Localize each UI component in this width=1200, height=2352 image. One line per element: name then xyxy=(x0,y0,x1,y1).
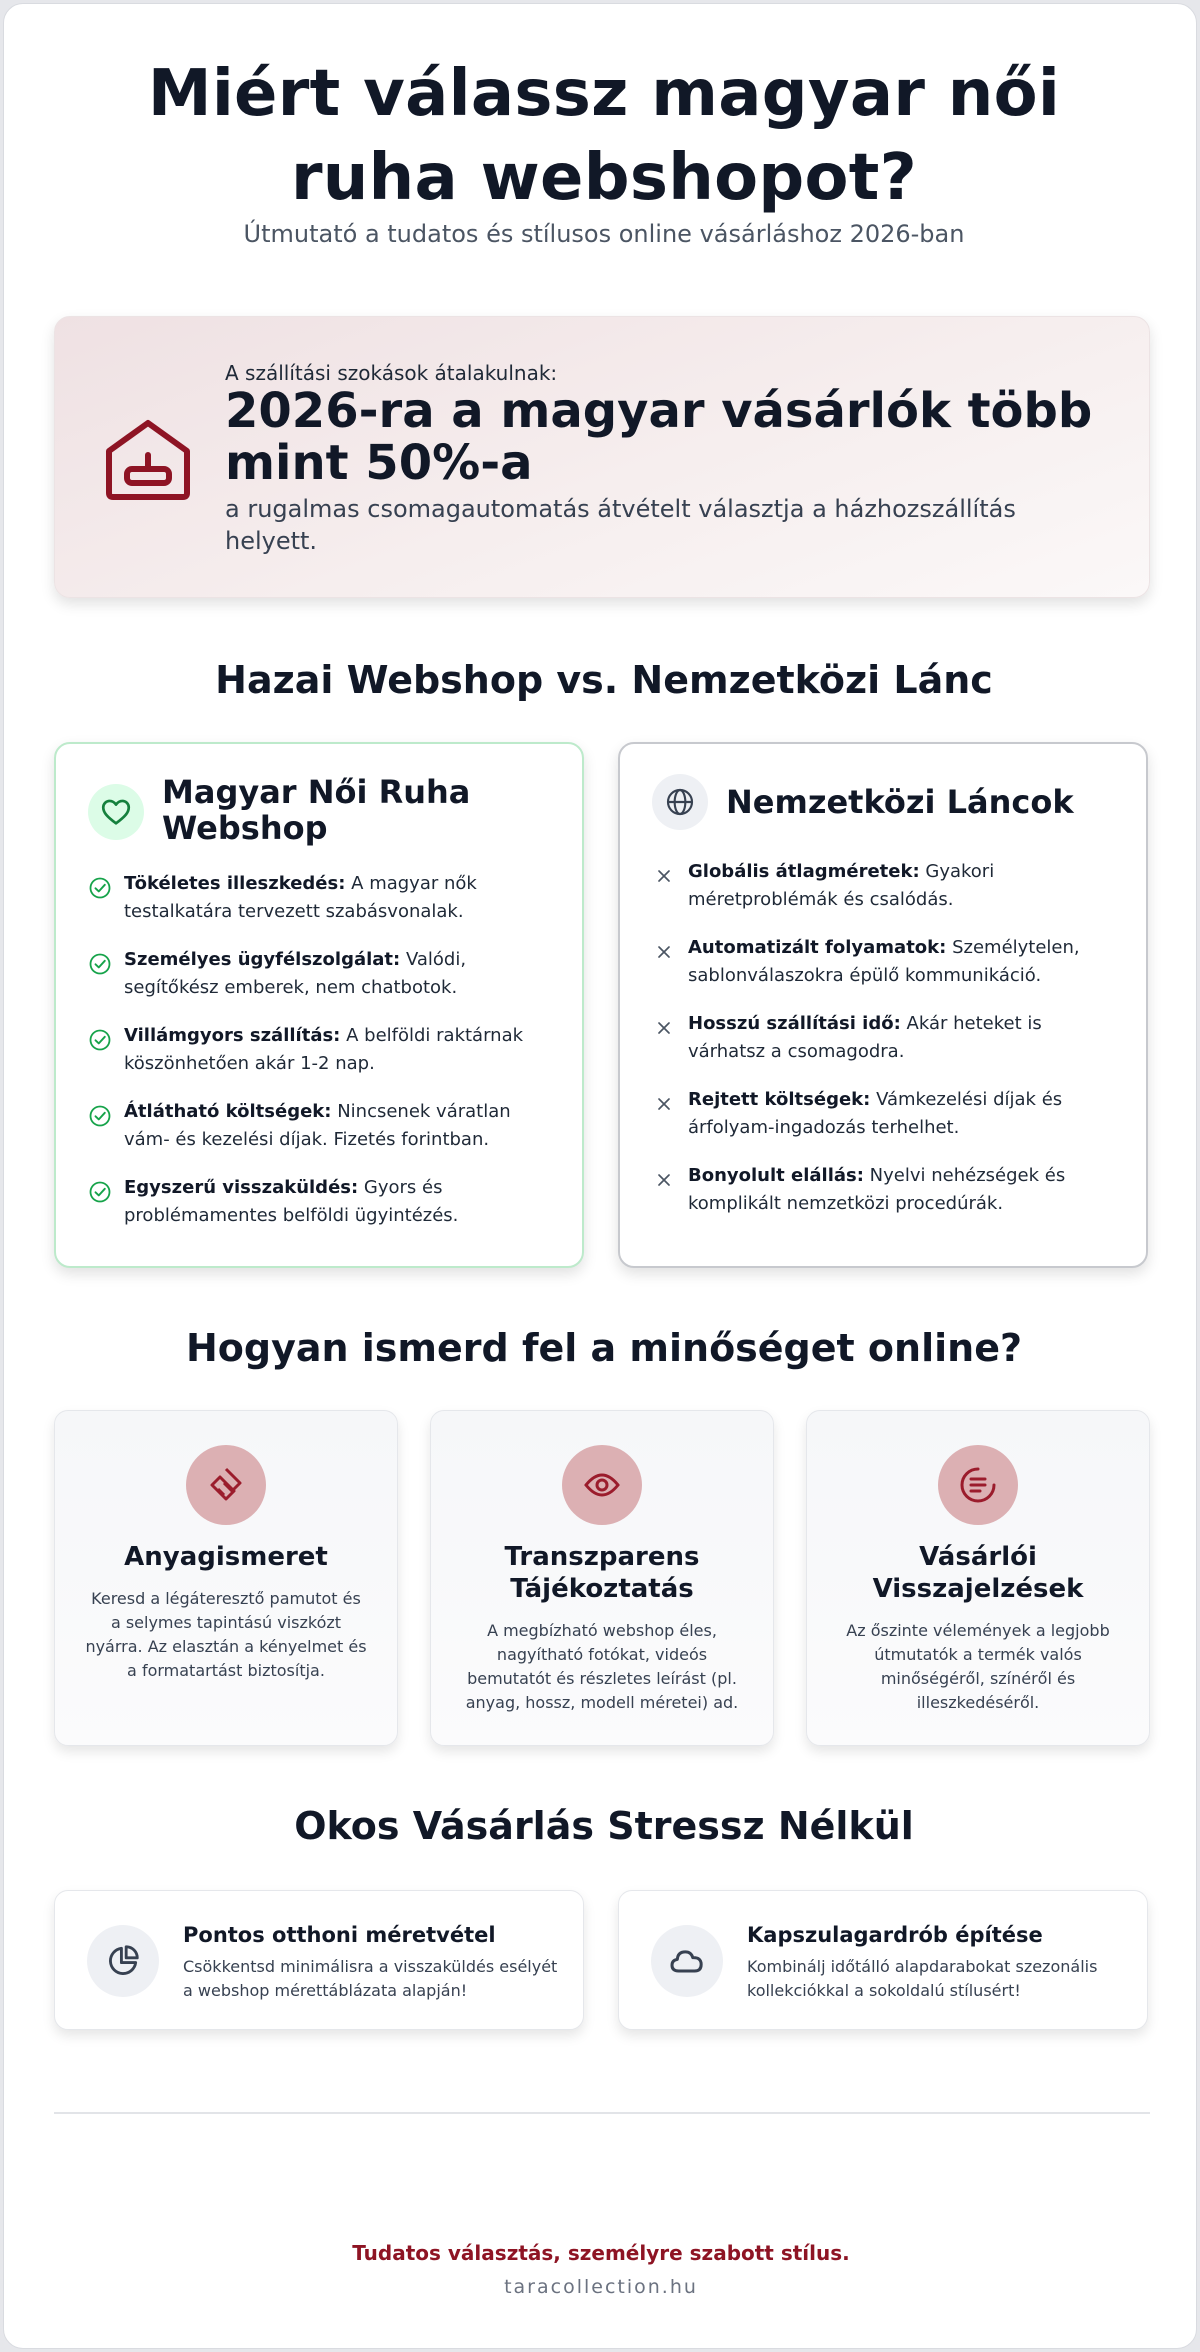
feature-description: Nincsenek váratlan vám- és kezelési díjak. Fizetés forintban. xyxy=(124,1101,511,1150)
feature-description: Valódi, segítőkész emberek, nem chatbotok. xyxy=(124,949,467,998)
x-icon xyxy=(652,940,676,964)
feature-text xyxy=(124,1174,544,1230)
feature-label: Automatizált folyamatok: xyxy=(688,937,947,958)
feature-label: Átlátható költségek: xyxy=(124,1101,332,1122)
check-circle-icon xyxy=(88,952,112,976)
stat-headline: 2026-ra a magyar vásárlók több mint 50%-a xyxy=(225,383,1093,491)
tip-title: Kapszulagardrób építése xyxy=(747,1923,1043,1947)
page-title: Miért válassz magyar női ruha webshopot? xyxy=(147,57,1061,215)
infographic-page xyxy=(3,3,1197,2349)
local-card-title: Magyar Női Ruha Webshop xyxy=(162,773,471,847)
page-subtitle: Útmutató a tudatos és stílusos online vásárláshoz 2026-ban xyxy=(243,220,965,248)
feature-label: Személyes ügyfélszolgálat: xyxy=(124,949,401,970)
feature-text xyxy=(124,1098,544,1154)
tip-title: Pontos otthoni méretvétel xyxy=(183,1923,496,1947)
check-circle-icon xyxy=(88,876,112,900)
x-icon xyxy=(652,1168,676,1192)
x-icon xyxy=(652,1016,676,1040)
home-parcel-icon xyxy=(101,411,195,505)
feature-label: Egyszerű visszaküldés: xyxy=(124,1177,359,1198)
tip-card-measurement xyxy=(54,1890,584,2030)
international-card-title: Nemzetközi Láncok xyxy=(726,783,1074,821)
footer-divider xyxy=(54,2112,1150,2114)
feature-text xyxy=(124,946,544,1002)
heart-icon xyxy=(88,784,144,840)
tip-body: Kombinálj időtálló alapdarabokat szezonális kollekciókkal a sokoldalú stílusért! xyxy=(747,1957,1098,2000)
tip-body: Csökkentsd minimálisra a visszaküldés esélyét a webshop mérettáblázata alapján! xyxy=(183,1957,558,2000)
delivery-stat-banner xyxy=(54,316,1150,598)
check-circle-icon xyxy=(88,1104,112,1128)
local-webshop-card xyxy=(54,742,584,1268)
feature-text xyxy=(688,1086,1108,1142)
quality-card-body: A megbízható webshop éles, nagyítható fotókat, videós bemutatót és részletes leírást (pl. anyag, hossz, modell méretei) ad. xyxy=(465,1621,739,1712)
check-circle-icon xyxy=(88,1028,112,1052)
cloud-icon xyxy=(651,1925,723,1997)
stat-kicker: A szállítási szokások átalakulnak: xyxy=(225,361,558,385)
feature-label: Bonyolult elállás: xyxy=(688,1165,864,1186)
feature-text xyxy=(688,1162,1108,1218)
feature-label: Rejtett költségek: xyxy=(688,1089,871,1110)
feature-description: A magyar nők testalkatára tervezett szabásvonalak. xyxy=(124,873,477,922)
quality-card-reviews xyxy=(806,1410,1150,1746)
stat-description: a rugalmas csomagautomatás átvételt választja a házhozszállítás helyett. xyxy=(225,495,1016,555)
eye-icon xyxy=(562,1445,642,1525)
quality-card-title: Transzparens Tájékoztatás xyxy=(504,1542,700,1604)
feature-text xyxy=(688,858,1108,914)
footer-url: taracollection.hu xyxy=(504,2276,698,2298)
globe-icon xyxy=(652,774,708,830)
feature-description: Személytelen, sablonválaszokra épülő kommunikáció. xyxy=(688,937,1080,986)
feature-text xyxy=(124,1022,544,1078)
feature-description: A belföldi raktárnak köszönhetően akár 1-2 nap. xyxy=(124,1025,524,1074)
pie-chart-icon xyxy=(87,1925,159,1997)
quality-card-body: Az őszinte vélemények a legjobb útmutatók a termék valós minőségéről, színéről és illeszkedéséről. xyxy=(846,1621,1110,1712)
feature-description: Nyelvi nehézségek és komplikált nemzetközi procedúrák. xyxy=(688,1165,1066,1214)
comparison-section-title: Hazai Webshop vs. Nemzetközi Lánc xyxy=(215,658,993,702)
feature-label: Hosszú szállítási idő: xyxy=(688,1013,901,1034)
quality-section-title: Hogyan ismerd fel a minőséget online? xyxy=(185,1326,1023,1370)
quality-card-material xyxy=(54,1410,398,1746)
feature-label: Globális átlagméretek: xyxy=(688,861,920,882)
feature-description: Akár heteket is várhatsz a csomagodra. xyxy=(688,1013,1042,1062)
x-icon xyxy=(652,864,676,888)
feature-label: Tökéletes illeszkedés: xyxy=(124,873,346,894)
feature-text xyxy=(688,1010,1108,1066)
feature-description: Vámkezelési díjak és árfolyam-ingadozás terhelhet. xyxy=(688,1089,1063,1138)
feature-label: Villámgyors szállítás: xyxy=(124,1025,341,1046)
tip-card-capsule-wardrobe xyxy=(618,1890,1148,2030)
tips-section-title: Okos Vásárlás Stressz Nélkül xyxy=(294,1804,914,1848)
quality-card-title: Anyagismeret xyxy=(124,1542,328,1572)
x-icon xyxy=(652,1092,676,1116)
check-circle-icon xyxy=(88,1180,112,1204)
quality-card-transparency xyxy=(430,1410,774,1746)
footer-tagline: Tudatos választás, személyre szabott stílus. xyxy=(352,2241,850,2265)
fabric-icon xyxy=(186,1445,266,1525)
international-chain-card xyxy=(618,742,1148,1268)
feature-text xyxy=(688,934,1108,990)
quality-card-title: Vásárlói Visszajelzések xyxy=(872,1542,1084,1604)
feature-text xyxy=(124,870,544,926)
feature-description: Gyors és problémamentes belföldi ügyintézés. xyxy=(124,1177,459,1226)
feature-description: Gyakori méretproblémák és csalódás. xyxy=(688,861,995,910)
quality-card-body: Keresd a légáteresztő pamutot és a selymes tapintású viszkózt nyárra. Az elasztán a kényelmet és a formatartást biztosítja. xyxy=(85,1589,367,1680)
review-icon xyxy=(938,1445,1018,1525)
